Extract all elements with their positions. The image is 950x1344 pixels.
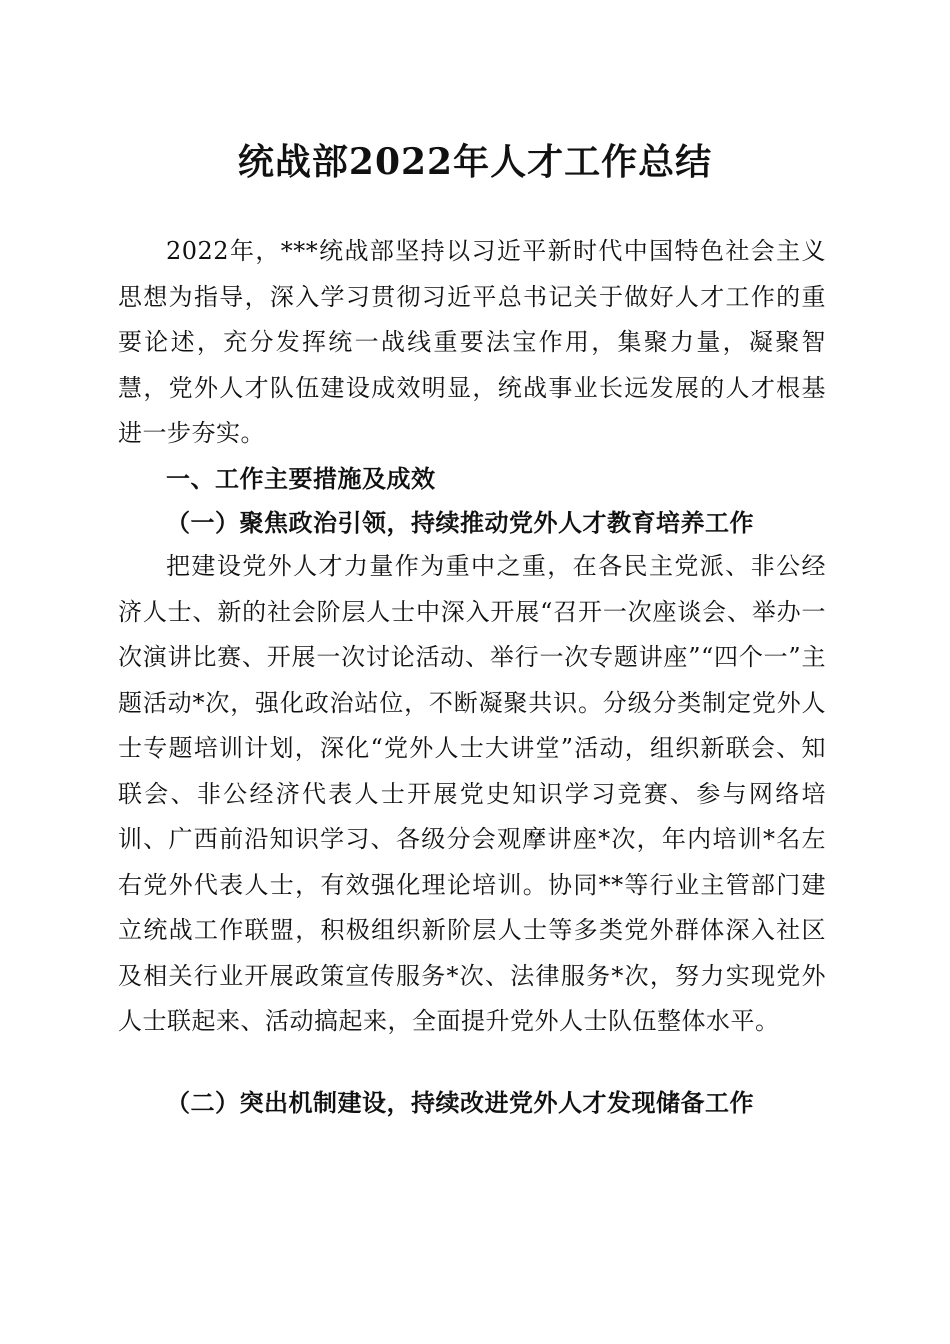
- body-paragraph-1: 把建设党外人才力量作为重中之重，在各民主党派、非公经济人士、新的社会阶层人士中深入开展“召开一次座谈会、举办一次演讲比赛、开展一次讨论活动、举行一次专题讲座”“四个一”主题活动*次，强化政治站位，不断凝聚共识。分级分类制定党外人士专题培训计划，深化“党外人士大讲堂”活动，组织新联会、知联会、非公经济代表人士开展党史知识学习竞赛、参与网络培训、广西前沿知识学习、各级分会观摩讲座*次，年内培训*名左右党外代表人士，有效强化理论培训。协同**等行业主管部门建立统战工作联盟，积极组织新阶层人士等多类党外群体深入社区及相关行业开展政策宣传服务*次、法律服务*次，努力实现党外人士联起来、活动搞起来，全面提升党外人士队伍整体水平。: [118, 552, 826, 1035]
- subsection-heading-1: （一）聚焦政治引领，持续推动党外人才教育培养工作: [166, 508, 754, 537]
- intro-paragraph: 2022年，***统战部坚持以习近平新时代中国特色社会主义思想为指导，深入学习贯彻习近平总书记关于做好人才工作的重要论述，充分发挥统一战线重要法宝作用，集聚力量，凝聚智慧，党外人才队伍建设成效明显，统战事业长远发展的人才根基进一步夯实。: [118, 237, 826, 447]
- subsection-heading-2: （二）突出机制建设，持续改进党外人才发现储备工作: [166, 1088, 754, 1117]
- section-heading-1: 一、工作主要措施及成效: [166, 464, 436, 493]
- document-title: 统战部2022年人才工作总结: [237, 141, 713, 183]
